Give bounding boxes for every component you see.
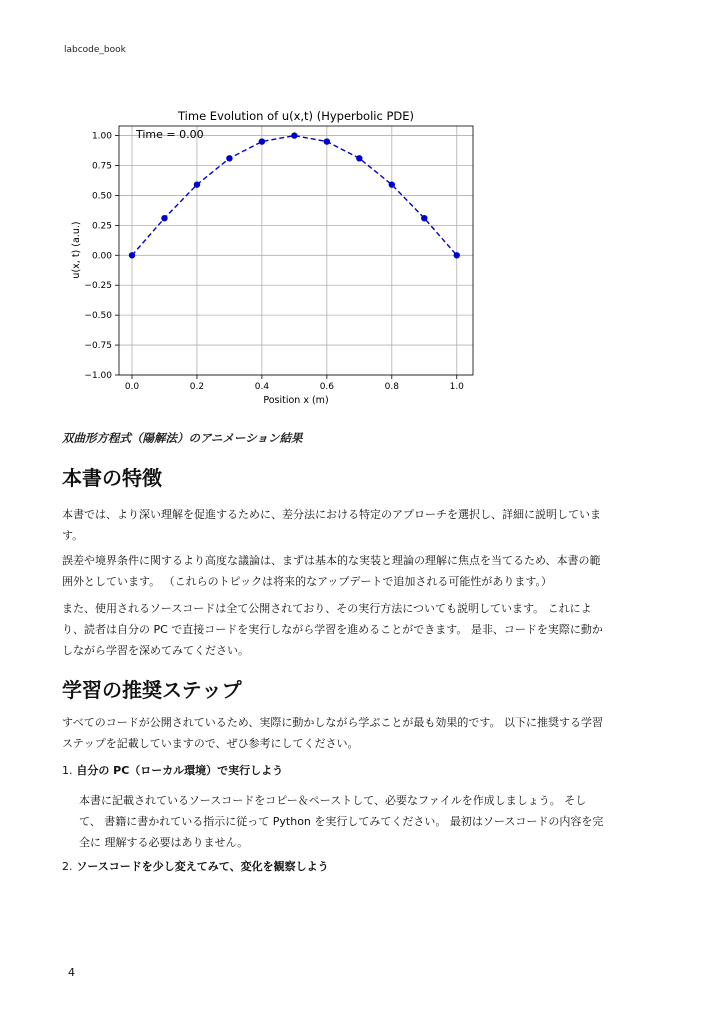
y-axis-label: u(x, t) (a.u.) <box>71 221 82 279</box>
data-point <box>226 155 232 161</box>
section-heading-features: 本書の特徴 <box>62 466 162 490</box>
list-item-number: 2. <box>62 860 73 873</box>
paragraph: すべてのコードが公開されているため、実際に動かしながら学ぶことが最も効果的です。 以下に推奨する学習 ステップを記載していますので、ぜひ参考にしてください。 <box>62 716 603 750</box>
data-point <box>356 155 362 161</box>
chart-figure <box>62 100 482 418</box>
page-number: 4 <box>68 966 75 979</box>
x-tick-label: 0.8 <box>384 382 399 392</box>
paragraph: 本書では、より深い理解を促進するために、差分法における特定のアプローチを選択し、詳細に説明していま す。 <box>62 508 601 542</box>
data-point <box>421 215 427 221</box>
data-point <box>161 215 167 221</box>
data-point <box>259 138 265 144</box>
y-tick-label: −1.00 <box>84 371 112 381</box>
list-item-body: 本書に記載されているソースコードをコピー＆ペーストして、必要なファイルを作成しましょう。 そして、 書籍に書かれている指示に従って Python を実行してみてください。 最初はソースコードの内容を完全に 理解する必要はありません。 <box>79 794 604 849</box>
y-tick-label: 0.75 <box>91 161 112 172</box>
chart-annotation: Time = 0.00 <box>136 128 204 141</box>
y-tick-label: 1.00 <box>91 131 112 142</box>
list-item-title-text: ソースコードを少し変えてみて、変化を観察しよう <box>76 860 329 873</box>
x-tick-label: 0.0 <box>124 382 140 392</box>
data-point <box>324 138 330 144</box>
y-tick-label: 0.50 <box>91 191 112 202</box>
x-tick-label: 1.0 <box>449 382 464 392</box>
list-item-number: 1. <box>62 764 73 777</box>
x-tick-label: 0.4 <box>254 382 270 392</box>
data-point <box>291 132 297 138</box>
x-tick-label: 0.6 <box>319 382 335 392</box>
data-point <box>454 252 460 258</box>
running-header: labcode_book <box>64 45 126 55</box>
chart-title: Time Evolution of u(x,t) (Hyperbolic PDE) <box>178 109 414 123</box>
data-point <box>389 181 395 187</box>
data-point <box>129 252 135 258</box>
y-tick-label: −0.75 <box>84 341 112 352</box>
data-point <box>194 181 200 187</box>
y-tick-label: −0.25 <box>84 281 112 292</box>
figure-caption: 双曲形方程式（陽解法）のアニメーション結果 <box>62 431 303 445</box>
plot-frame <box>119 126 473 375</box>
y-tick-label: 0.25 <box>91 221 112 232</box>
chart-svg <box>62 100 482 418</box>
paragraph: また、使用されるソースコードは全て公開されており、その実行方法についても説明しています。 これによ り、読者は自分の PC で直接コードを実行しながら学習を進めることができます。 是非、コードを実際に動か しながら学習を深めてみてください。 <box>62 602 603 657</box>
section-heading-steps: 学習の推奨ステップ <box>62 678 242 702</box>
paragraph: 誤差や境界条件に関するより高度な議論は、まずは基本的な実装と理論の理解に焦点を当てるため、本書の範 囲外としています。 （これらのトピックは将来的なアップデートで追加される可能性があります。） <box>62 554 601 588</box>
x-axis-label: Position x (m) <box>263 395 329 406</box>
y-tick-label: −0.50 <box>84 311 112 322</box>
list-item-title-text: 自分の PC（ローカル環境）で実行しよう <box>76 764 284 777</box>
list-item-title <box>62 858 329 874</box>
list-item-title <box>62 762 283 778</box>
x-tick-label: 0.2 <box>189 382 205 392</box>
y-tick-label: 0.00 <box>91 251 112 262</box>
